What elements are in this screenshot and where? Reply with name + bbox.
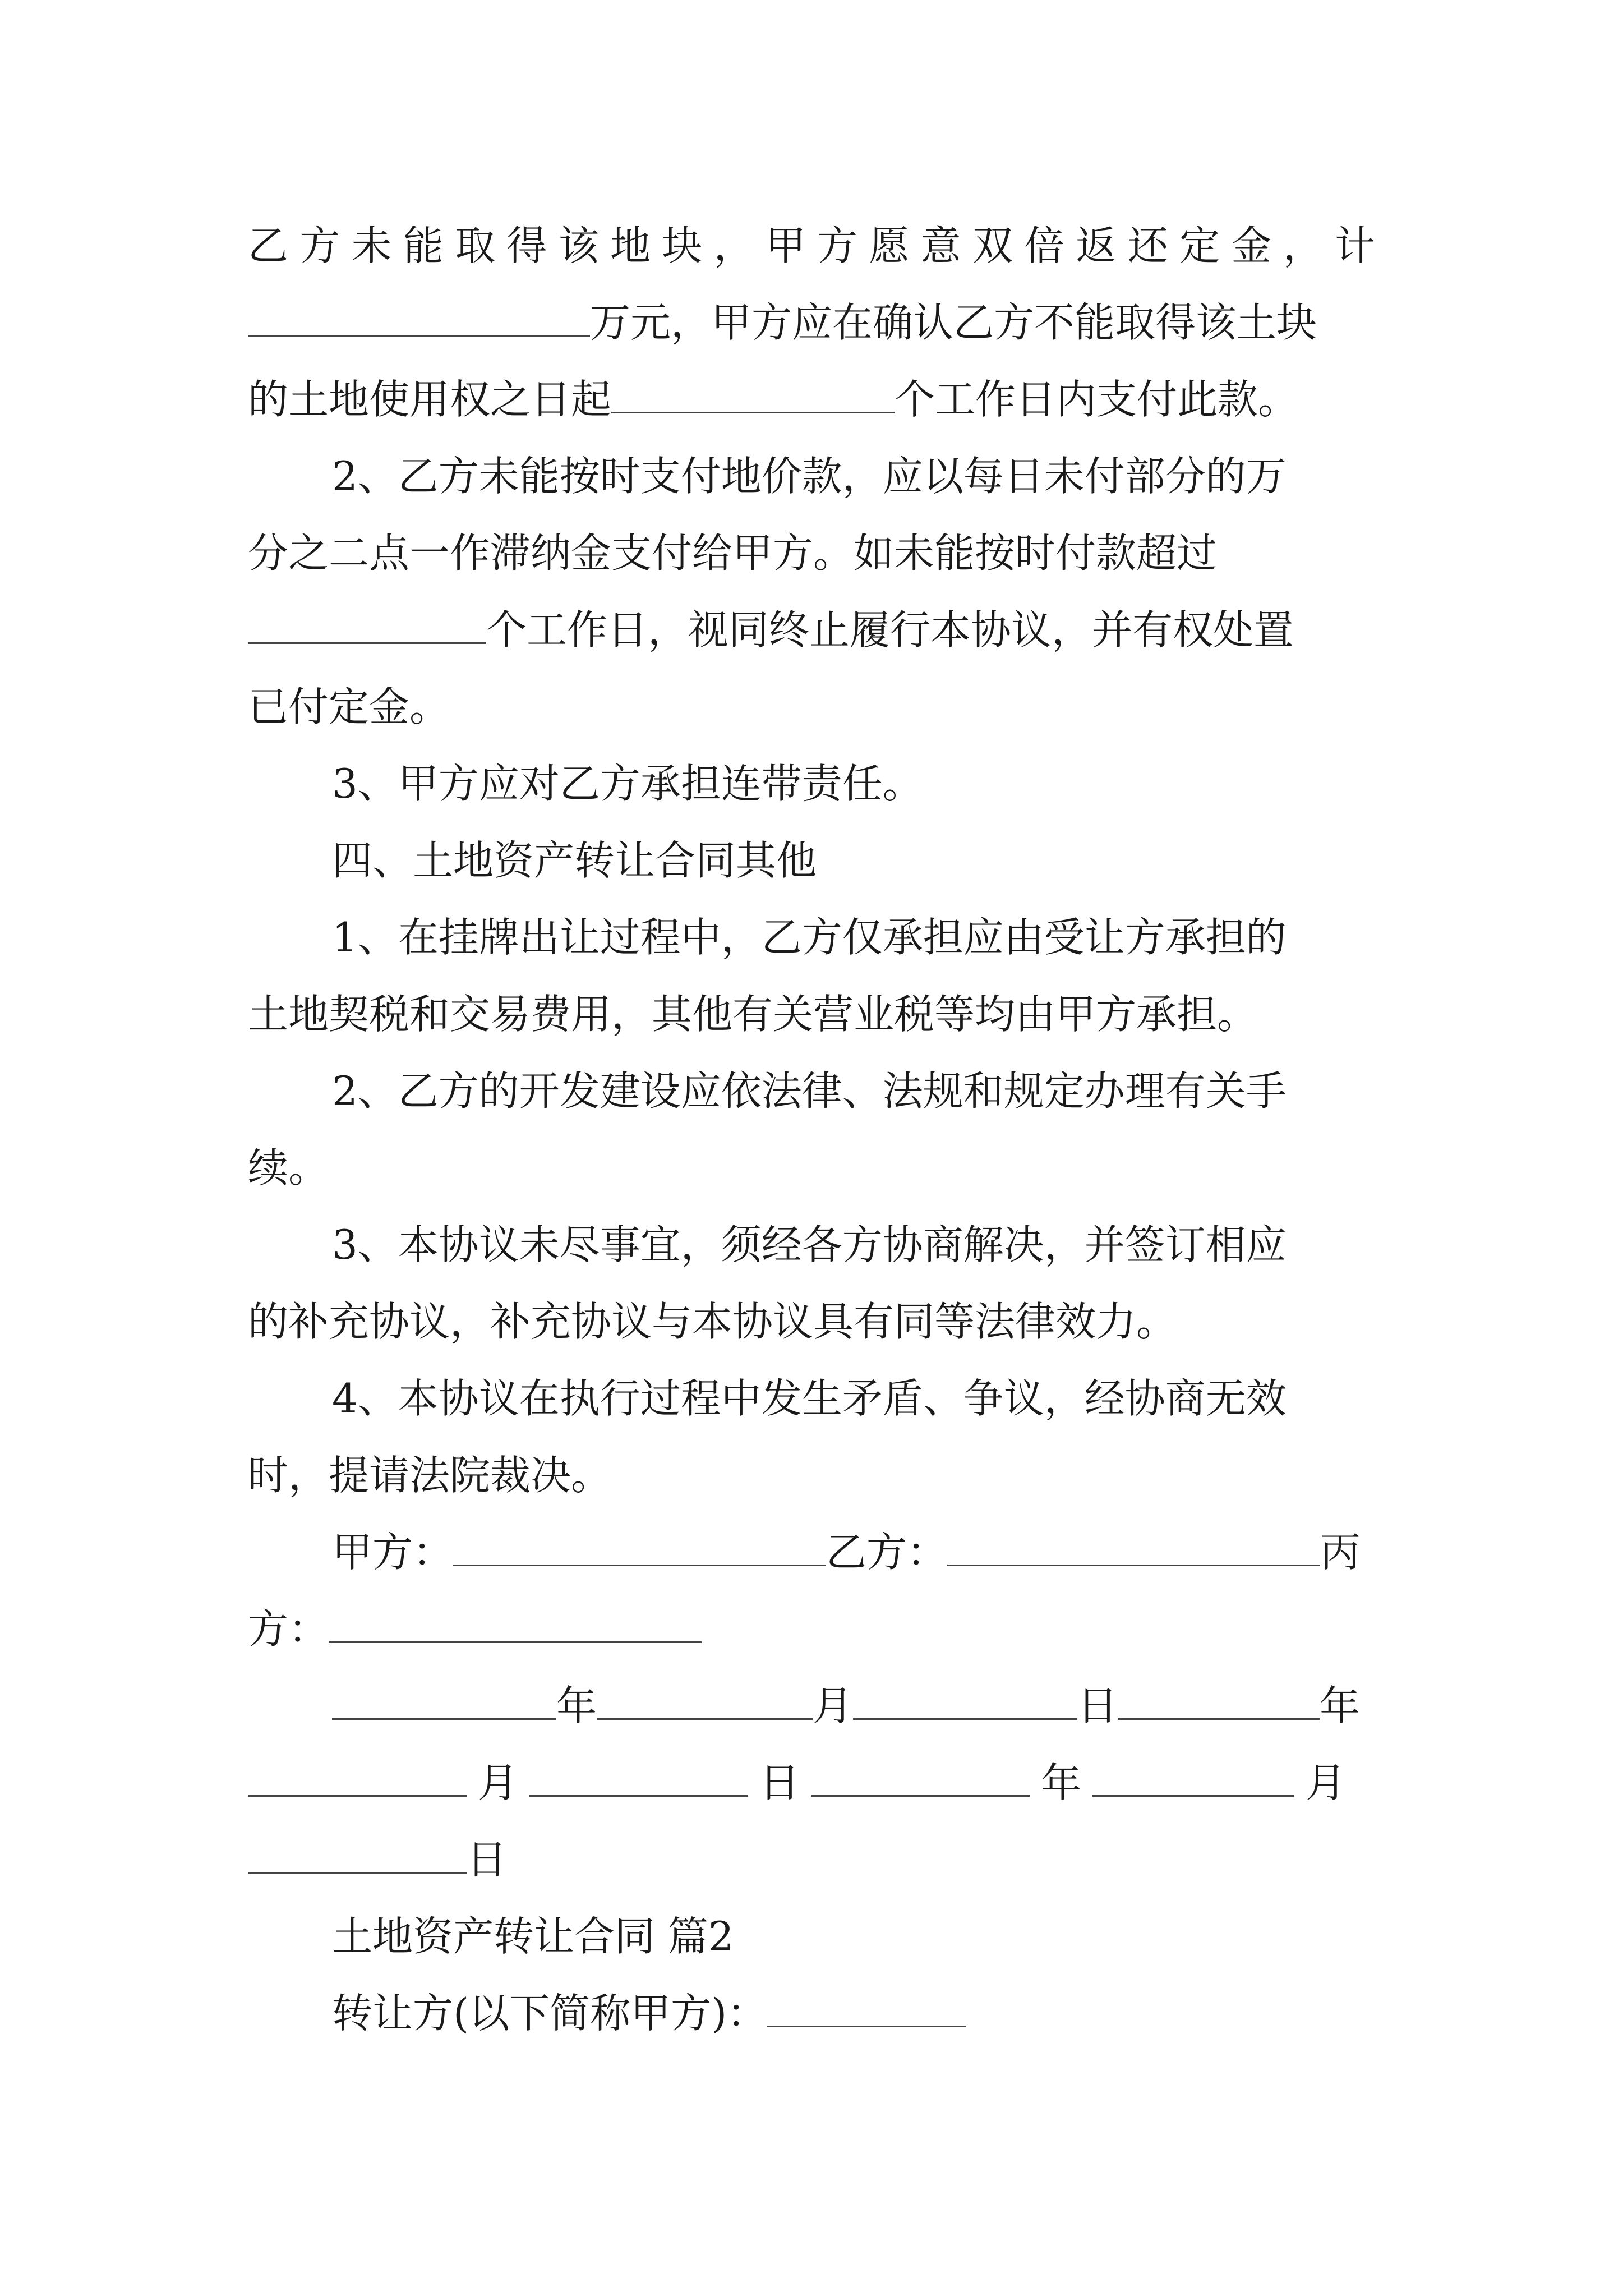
signature-line: 方： <box>248 1591 1375 1668</box>
blank-date <box>1118 1685 1320 1720</box>
blank-date <box>332 1685 556 1720</box>
blank-date <box>597 1685 813 1720</box>
paragraph-line: 万元，甲方应在确认乙方不能取得该土块 <box>248 284 1375 361</box>
paragraph-line: 3、本协议未尽事宜，须经各方协商解决，并签订相应 <box>332 1221 1287 1268</box>
paragraph-line: 土地契税和交易费用，其他有关营业税等均由甲方承担。 <box>248 991 1258 1038</box>
blank-party-a <box>453 1531 826 1566</box>
blank-party-b <box>947 1531 1320 1566</box>
document-page <box>248 208 1375 2052</box>
blank-workdays <box>248 609 486 644</box>
part-heading: 土地资产转让合同 篇2 <box>332 1913 734 1960</box>
blank-transferor <box>767 1992 966 2027</box>
date-line: 日 <box>248 1821 1375 1898</box>
paragraph-line: 已付定金。 <box>248 683 450 730</box>
blank-amount <box>248 301 590 337</box>
blank-date <box>811 1761 1030 1797</box>
paragraph-line: 的补充协议，补充协议与本协议具有同等法律效力。 <box>248 1298 1177 1345</box>
date-line: 月 日 年 月 <box>248 1745 1375 1821</box>
paragraph-line: 乙方未能取得该地块，甲方愿意双倍返还定金，计 <box>248 222 1375 269</box>
blank-days <box>611 378 895 413</box>
paragraph-line: 1、在挂牌出让过程中，乙方仅承担应由受让方承担的 <box>332 914 1287 961</box>
paragraph-line: 续。 <box>248 1144 329 1191</box>
blank-date <box>1092 1761 1294 1797</box>
date-line: 年 月 日 年 <box>248 1668 1375 1745</box>
section-heading: 四、土地资产转让合同其他 <box>332 837 817 884</box>
paragraph-line: 个工作日，视同终止履行本协议，并有权处置 <box>248 592 1375 669</box>
paragraph-line: 转让方(以下简称甲方)： <box>248 1975 1375 2052</box>
paragraph-line: 时，提请法院裁决。 <box>248 1452 612 1499</box>
paragraph-line: 2、乙方未能按时支付地价款，应以每日未付部分的万 <box>332 453 1287 500</box>
blank-date <box>248 1838 467 1874</box>
blank-date <box>853 1685 1077 1720</box>
signature-line: 甲方： 乙方： 丙 <box>332 1529 1361 1576</box>
paragraph-line: 3、甲方应对乙方承担连带责任。 <box>332 760 923 807</box>
paragraph-line: 4、本协议在执行过程中发生矛盾、争议，经协商无效 <box>332 1375 1287 1422</box>
blank-date <box>529 1761 748 1797</box>
paragraph-line: 的土地使用权之日起 个工作日内支付此款。 <box>248 376 1299 423</box>
paragraph-line: 分之二点一作滞纳金支付给甲方。如未能按时付款超过 <box>248 530 1218 577</box>
paragraph-line: 2、乙方的开发建设应依法律、法规和规定办理有关手 <box>332 1068 1287 1115</box>
blank-date <box>248 1761 467 1797</box>
blank-party-c <box>329 1608 702 1643</box>
